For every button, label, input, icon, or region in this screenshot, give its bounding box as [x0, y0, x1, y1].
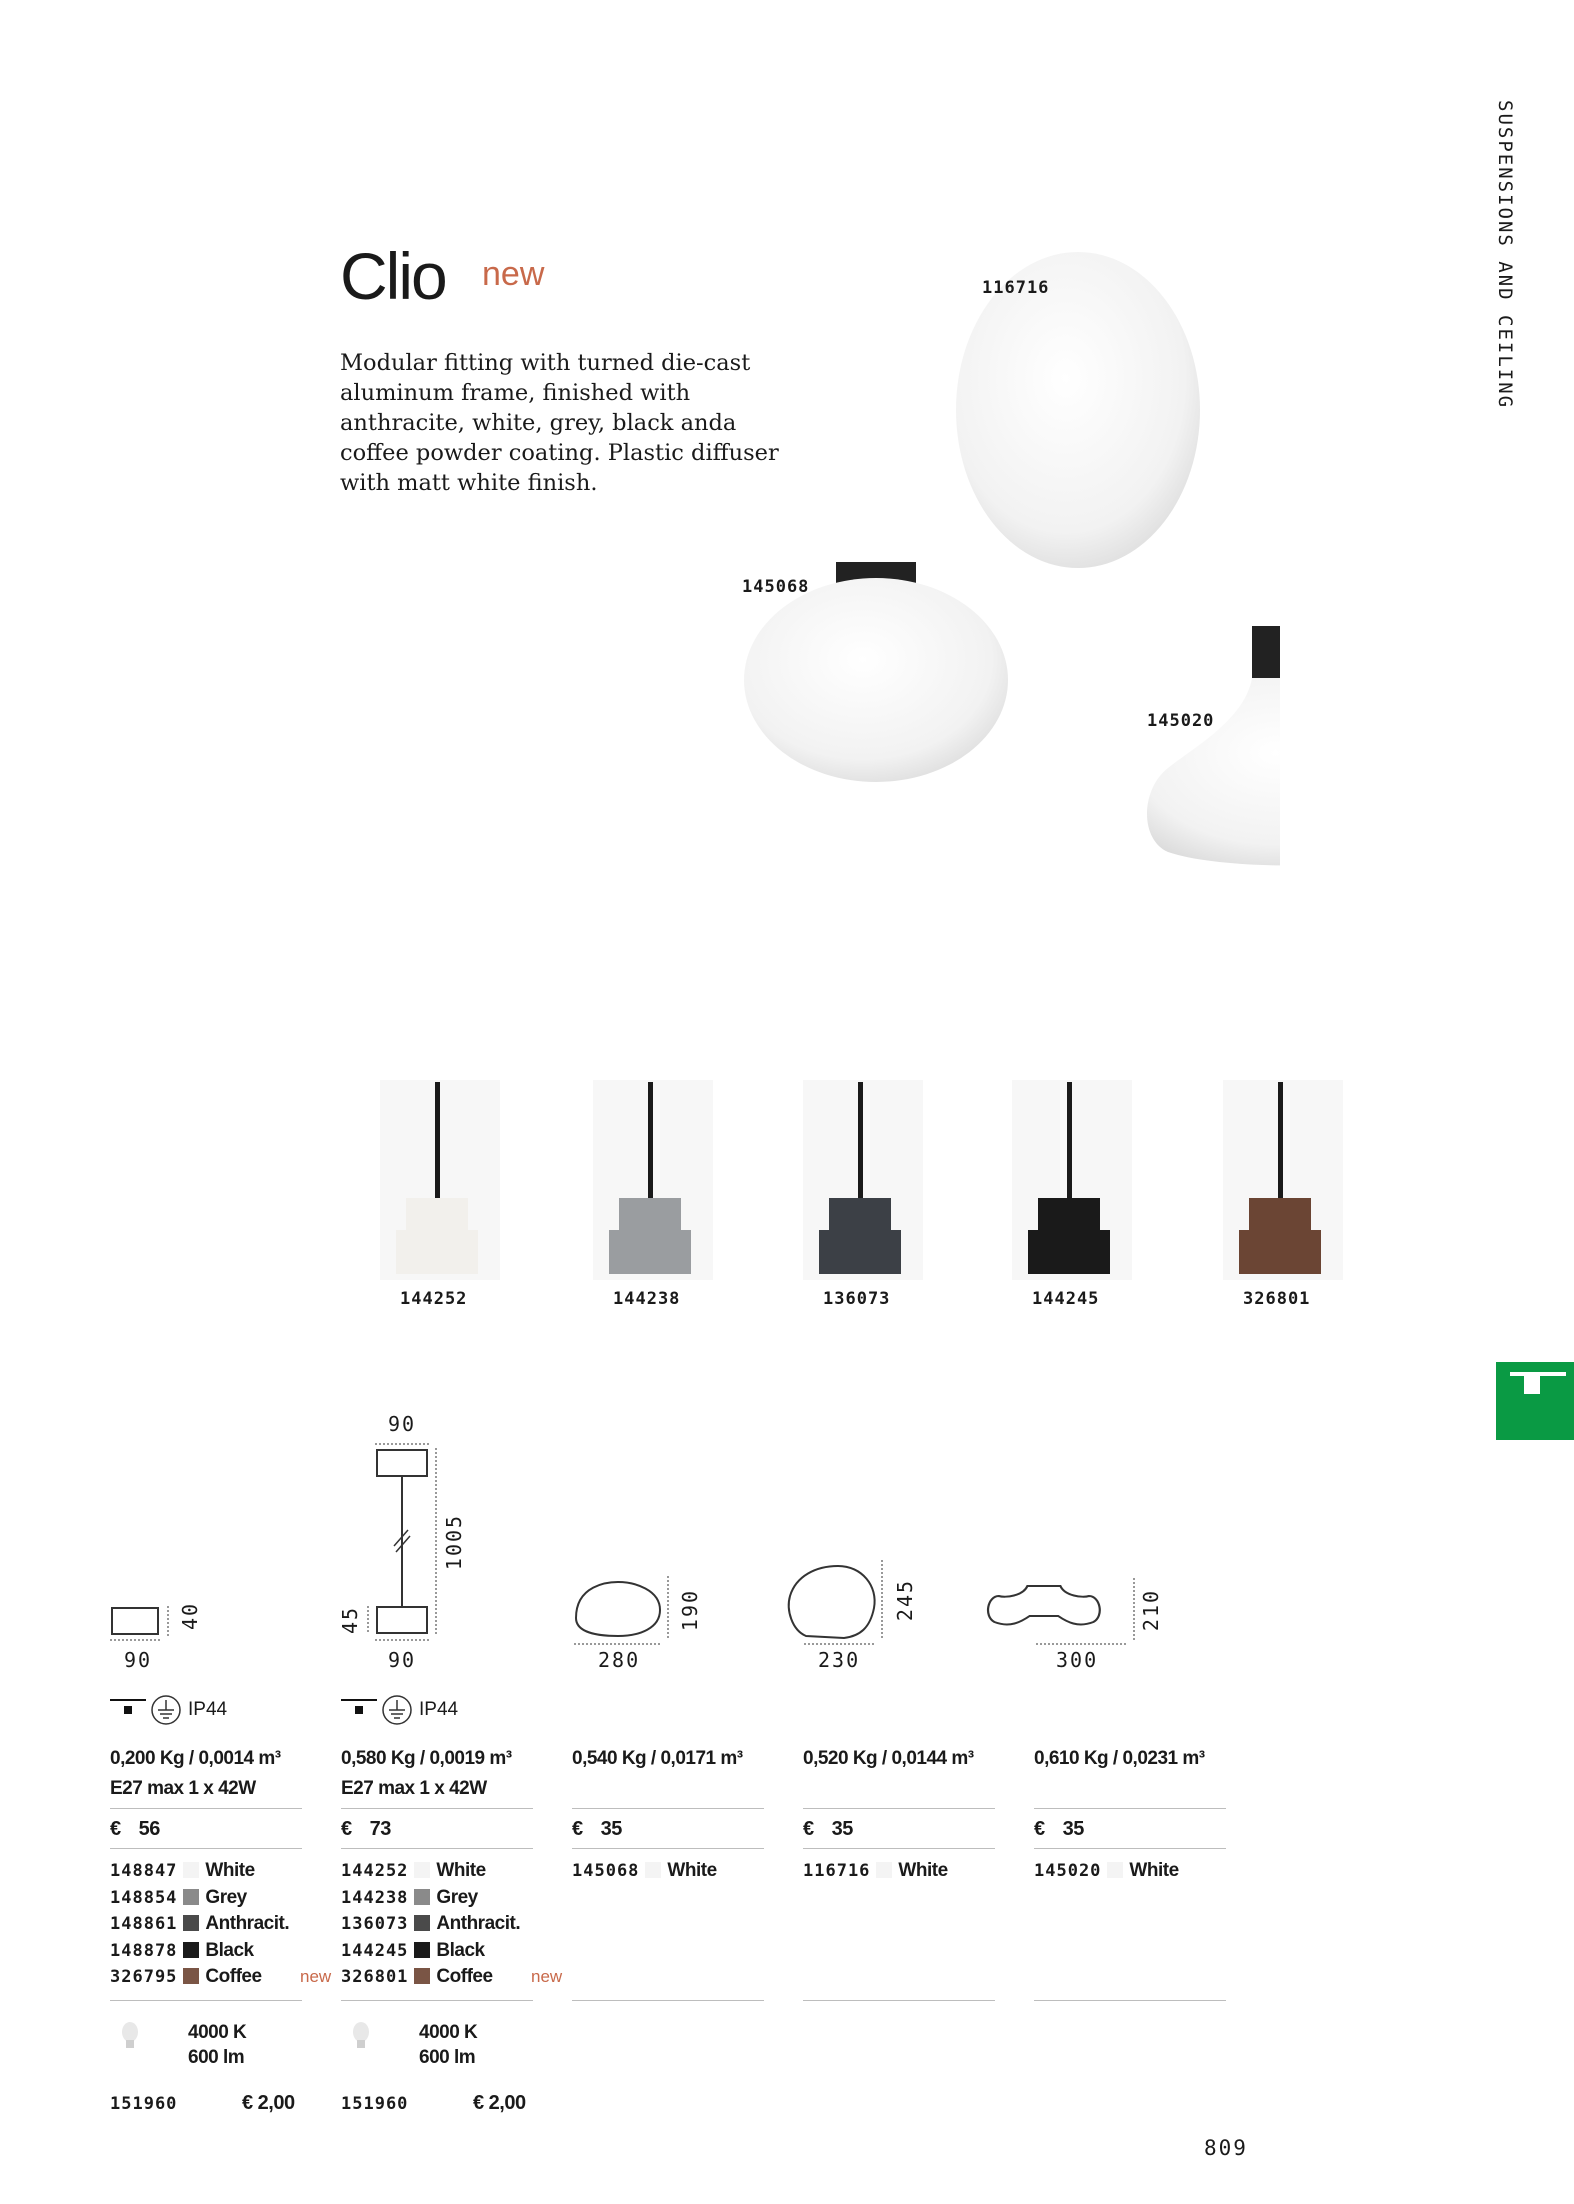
divider [110, 1808, 302, 1809]
divider [1034, 1848, 1226, 1849]
variant-row [572, 1858, 802, 1885]
pendant-code: 326801 [1243, 1289, 1311, 1309]
color-swatch [414, 1915, 430, 1931]
variant-color-name: White [1129, 1860, 1179, 1881]
dim-c2-length: 1005 [442, 1513, 467, 1571]
divider [341, 1808, 533, 1809]
pendant-image [1012, 1080, 1132, 1280]
variant-code: 326795 [110, 1967, 178, 1987]
dim-c2-width: 90 [388, 1648, 417, 1672]
bulb-lumen: 600 lm [188, 2047, 245, 2068]
ip-rating: IP44 [419, 1699, 459, 1720]
dim-c2-top: 90 [388, 1412, 417, 1436]
hero-image-group [700, 250, 1280, 890]
variant-code: 144245 [341, 1940, 409, 1961]
color-swatch [1107, 1862, 1123, 1878]
variant-code: 145020 [1034, 1861, 1102, 1881]
product-description: Modular fitting with turned die-cast aluminum frame, finished with anthracite, white, grey, black anda coffee powder coating. Plastic diffuser with matt white finish. [340, 350, 779, 496]
ceiling-lamp-icon [1496, 1362, 1574, 1440]
variant-row [803, 1858, 1033, 1885]
variant-code: 148854 [110, 1887, 178, 1908]
price [110, 1818, 160, 1841]
weight-volume: 0,540 Kg / 0,0171 m³ [572, 1748, 743, 1769]
lamp-spec: E27 max 1 x 42W [341, 1778, 487, 1799]
color-swatch [876, 1862, 892, 1878]
drawing-egg [789, 1560, 882, 1644]
technical-drawings [100, 1400, 1260, 1690]
divider [803, 2000, 995, 2001]
section-label: SUSPENSIONS AND CEILING [1494, 100, 1516, 410]
pendant-code: 144238 [613, 1289, 681, 1309]
pendant-item [380, 1080, 500, 1309]
drawing-oval [574, 1576, 668, 1644]
mount-icon [341, 1696, 381, 1726]
weight-volume: 0,610 Kg / 0,0231 m³ [1034, 1748, 1205, 1769]
variant-row [341, 1885, 571, 1912]
pendant-code: 144252 [400, 1289, 468, 1309]
pendant-item [1223, 1080, 1343, 1309]
variant-color-name: Coffee [205, 1966, 262, 1987]
variant-code: 136073 [341, 1914, 409, 1934]
weight-volume: 0,580 Kg / 0,0019 m³ [341, 1748, 512, 1769]
variant-code: 326801 [341, 1967, 409, 1987]
divider [1034, 2000, 1226, 2001]
variant-row [341, 1911, 571, 1938]
dim-c5-width: 300 [1056, 1648, 1099, 1672]
color-swatch [183, 1862, 199, 1878]
price [1034, 1818, 1084, 1841]
earth-icon [381, 1694, 413, 1726]
variant-row [110, 1911, 340, 1938]
variant-row [341, 1938, 571, 1965]
hero-code-egg: 116716 [982, 278, 1050, 298]
variant-row [341, 1964, 571, 1991]
pendant-item [593, 1080, 713, 1309]
bulb-temperature: 4000 K [419, 2022, 478, 2043]
color-swatch [414, 1862, 430, 1878]
variant-color-name: White [667, 1860, 717, 1881]
pendant-item [803, 1080, 923, 1309]
pendant-image [380, 1080, 500, 1280]
page-number: 809 [1204, 2136, 1248, 2160]
bulb-price: € 2,00 [242, 2092, 295, 2114]
variant-code: 116716 [803, 1861, 871, 1881]
ceiling-egg-image [956, 252, 1200, 568]
variant-color-name: Black [205, 1939, 254, 1961]
price-value: 35 [600, 1818, 622, 1840]
drawing-ceiling-cylinder [110, 1606, 168, 1640]
variant-list [803, 1858, 1033, 1885]
color-swatch [183, 1968, 199, 1984]
pendant-image [803, 1080, 923, 1280]
pendant-code: 144245 [1032, 1289, 1100, 1309]
ip-rating: IP44 [188, 1699, 228, 1720]
price [572, 1818, 622, 1841]
earth-icon [150, 1694, 182, 1726]
variant-code: 148847 [110, 1861, 178, 1881]
pendant-code: 136073 [823, 1289, 891, 1309]
price-value: 35 [831, 1818, 853, 1840]
variant-row [341, 1858, 571, 1885]
divider [572, 1808, 764, 1809]
variant-list [572, 1858, 802, 1885]
divider [572, 1848, 764, 1849]
variant-code: 144252 [341, 1861, 409, 1881]
variant-color-name: Grey [436, 1886, 478, 1908]
variant-code: 145068 [572, 1861, 640, 1881]
variant-row [110, 1858, 340, 1885]
color-swatch [645, 1862, 661, 1878]
divider [110, 1848, 302, 1849]
variant-list [1034, 1858, 1264, 1885]
dim-c1-width: 90 [124, 1648, 153, 1672]
bulb-price: € 2,00 [473, 2092, 526, 2114]
price-value: 35 [1062, 1818, 1084, 1840]
price-symbol: € [341, 1818, 352, 1840]
ceiling-bell-image [1147, 626, 1280, 866]
price [803, 1818, 853, 1841]
color-swatch [183, 1942, 199, 1958]
bulb-code: 151960 [341, 2094, 409, 2114]
variant-color-name: Coffee [436, 1966, 493, 1987]
dim-c5-height: 210 [1139, 1588, 1164, 1632]
variant-code: 148861 [110, 1914, 178, 1934]
divider [1034, 1808, 1226, 1809]
weight-volume: 0,200 Kg / 0,0014 m³ [110, 1748, 281, 1769]
pendant-image [1223, 1080, 1343, 1280]
bulb-icon [349, 2020, 373, 2054]
weight-volume: 0,520 Kg / 0,0144 m³ [803, 1748, 974, 1769]
color-swatch [183, 1915, 199, 1931]
bulb-temperature: 4000 K [188, 2022, 247, 2043]
pendant-image [593, 1080, 713, 1280]
bulb-lumen: 600 lm [419, 2047, 476, 2068]
divider [341, 2000, 533, 2001]
variant-new-tag: new [531, 1967, 563, 1986]
divider [110, 2000, 302, 2001]
price-value: 73 [369, 1818, 391, 1840]
variant-color-name: White [898, 1860, 948, 1881]
hero-code-oval: 145068 [742, 577, 810, 597]
dim-c2-height: 45 [338, 1605, 363, 1635]
variant-color-name: Anthracit. [205, 1913, 290, 1934]
variant-row [110, 1964, 340, 1991]
price-symbol: € [1034, 1818, 1045, 1840]
drawing-bell [988, 1578, 1134, 1644]
variant-row [110, 1885, 340, 1912]
divider [341, 1848, 533, 1849]
variant-row [110, 1938, 340, 1965]
mount-icon [110, 1696, 150, 1726]
drawing-pendant [368, 1444, 436, 1640]
price-symbol: € [803, 1818, 814, 1840]
color-swatch [414, 1942, 430, 1958]
variant-code: 144238 [341, 1887, 409, 1908]
dim-c3-width: 280 [598, 1648, 641, 1672]
variant-color-name: Grey [205, 1886, 247, 1908]
hero-code-bell: 145020 [1147, 711, 1215, 731]
variant-list [341, 1858, 571, 1991]
color-swatch [183, 1889, 199, 1905]
divider [803, 1848, 995, 1849]
dim-c3-height: 190 [678, 1588, 703, 1632]
new-tag: new [482, 255, 545, 293]
bulb-icon [118, 2020, 142, 2054]
variant-color-name: White [436, 1860, 486, 1881]
variant-color-name: Anthracit. [436, 1913, 521, 1934]
variant-color-name: White [205, 1860, 255, 1881]
variant-code: 148878 [110, 1940, 178, 1961]
variant-row [1034, 1858, 1264, 1885]
product-title: Clio [340, 239, 446, 313]
dim-c4-width: 230 [818, 1648, 861, 1672]
pendant-item [1012, 1080, 1132, 1309]
color-swatch [414, 1889, 430, 1905]
category-tab[interactable] [1496, 1362, 1574, 1440]
divider [803, 1808, 995, 1809]
color-swatch [414, 1968, 430, 1984]
dim-c1-height: 40 [178, 1601, 203, 1631]
variant-list [110, 1858, 340, 1991]
price [341, 1818, 391, 1841]
variant-new-tag: new [300, 1967, 332, 1986]
variant-color-name: Black [436, 1939, 485, 1961]
price-value: 56 [138, 1818, 160, 1840]
divider [572, 2000, 764, 2001]
price-symbol: € [110, 1818, 121, 1840]
lamp-spec: E27 max 1 x 42W [110, 1778, 256, 1799]
price-symbol: € [572, 1818, 583, 1840]
dim-c4-height: 245 [893, 1578, 918, 1622]
bulb-code: 151960 [110, 2094, 178, 2114]
